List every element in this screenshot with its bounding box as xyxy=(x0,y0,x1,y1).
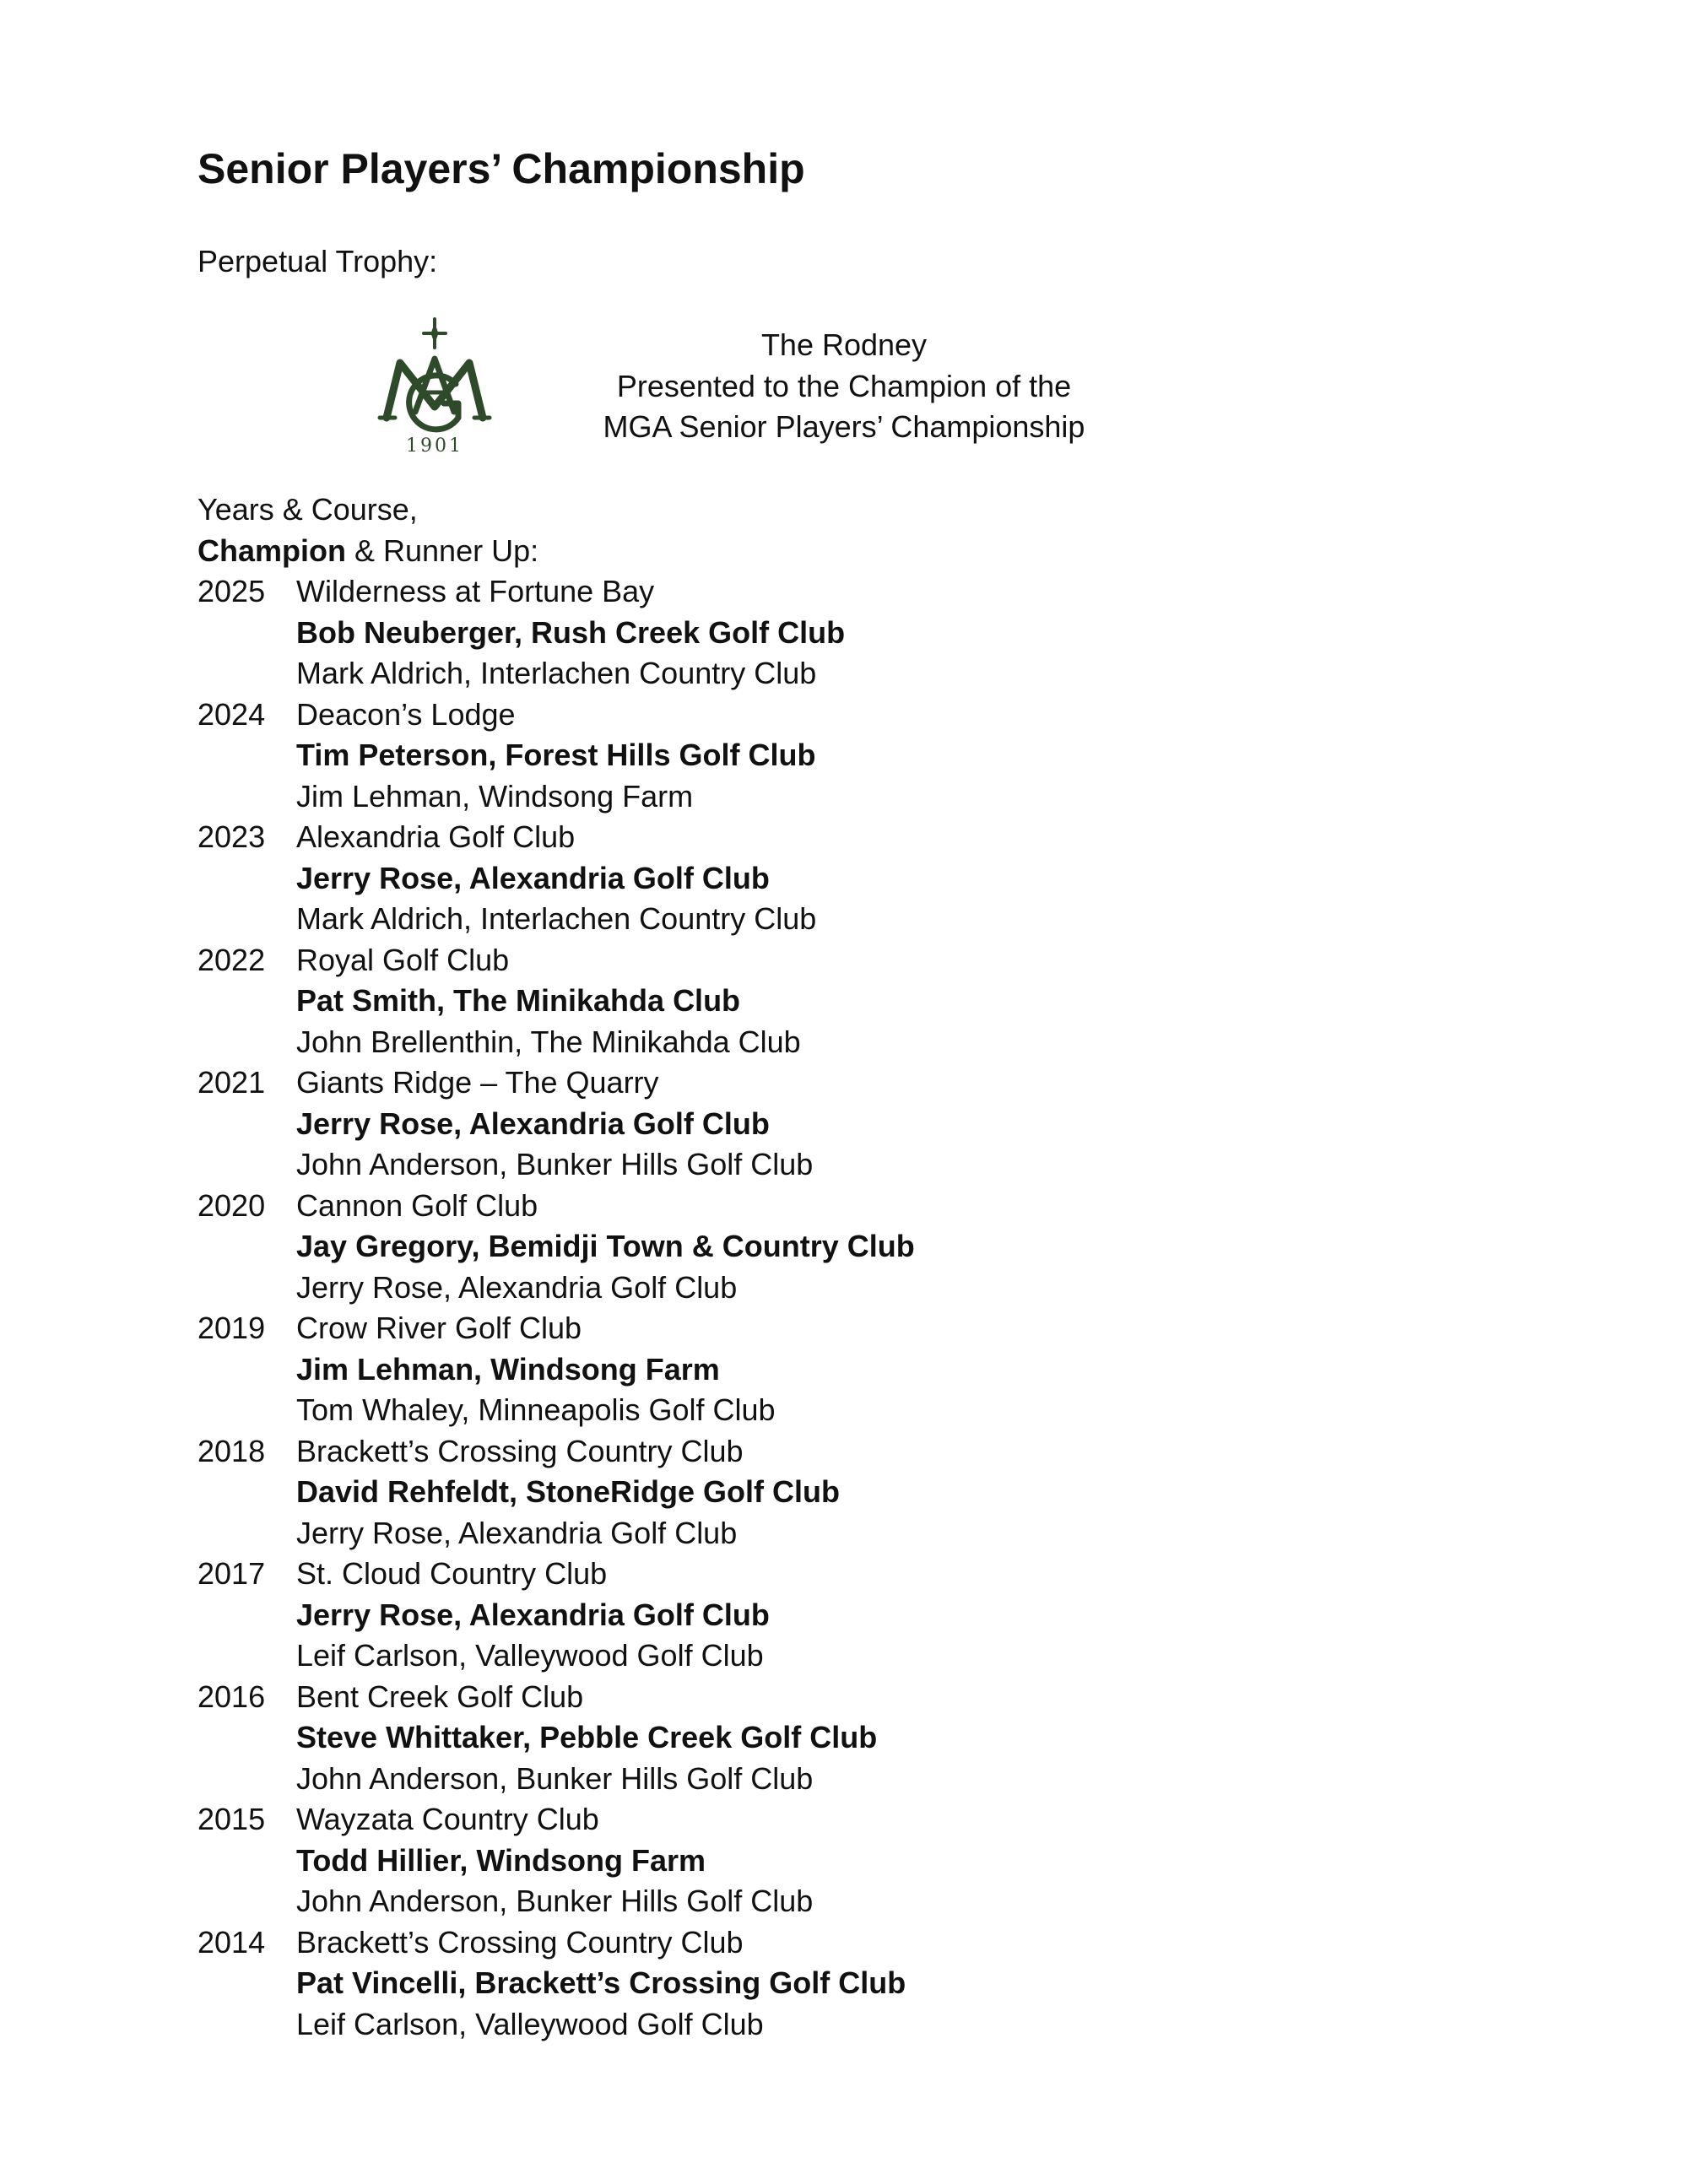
result-entry xyxy=(197,817,915,940)
mga-logo-icon xyxy=(371,312,498,460)
result-entry xyxy=(197,1922,915,2046)
entry-runner-up: John Anderson, Bunker Hills Golf Club xyxy=(296,1760,814,1796)
entry-champion: David Rehfeldt, StoneRidge Golf Club xyxy=(296,1474,841,1509)
result-entry xyxy=(197,1062,915,1186)
entry-course: Brackett’s Crossing Country Club xyxy=(296,1433,744,1468)
svg-text:1901: 1901 xyxy=(406,435,463,457)
trophy-name: The Rodney xyxy=(760,327,928,362)
entry-course: Royal Golf Club xyxy=(296,942,510,977)
entry-runner-up: John Anderson, Bunker Hills Golf Club xyxy=(296,1884,814,1918)
entry-year: 2018 xyxy=(197,1433,266,1468)
entry-year: 2021 xyxy=(197,1065,266,1100)
entry-champion: Jerry Rose, Alexandria Golf Club xyxy=(296,1106,770,1141)
runner-up-label: & Runner Up: xyxy=(346,532,539,568)
result-entry xyxy=(197,1308,915,1431)
champion-label: Champion xyxy=(197,532,346,568)
page-title: Senior Players’ Championship xyxy=(197,145,805,192)
trophy-description-line: Presented to the Champion of the xyxy=(616,368,1072,403)
result-entry xyxy=(197,940,915,1063)
entry-year: 2023 xyxy=(197,819,266,854)
entry-runner-up: Jim Lehman, Windsong Farm xyxy=(296,778,694,814)
result-entry xyxy=(197,1554,915,1677)
trophy-label: Perpetual Trophy: xyxy=(197,244,438,278)
entry-champion: Steve Whittaker, Pebble Creek Golf Club xyxy=(296,1720,878,1754)
result-entry xyxy=(197,1799,915,1922)
entry-runner-up: Jerry Rose, Alexandria Golf Club xyxy=(296,1269,738,1305)
entry-course: Wilderness at Fortune Bay xyxy=(296,574,655,608)
entry-course: Giants Ridge – The Quarry xyxy=(296,1065,659,1100)
results-list xyxy=(197,571,915,2045)
results-header-line1: Years & Course, xyxy=(197,492,418,527)
entry-year: 2015 xyxy=(197,1802,266,1836)
entry-year: 2025 xyxy=(197,574,266,608)
result-entry xyxy=(197,1186,915,1309)
entry-runner-up: Leif Carlson, Valleywood Golf Club xyxy=(296,1638,764,1673)
entry-course: Wayzata Country Club xyxy=(296,1802,599,1836)
entry-runner-up: Mark Aldrich, Interlachen Country Club xyxy=(296,901,817,936)
entry-runner-up: John Anderson, Bunker Hills Golf Club xyxy=(296,1147,814,1181)
entry-runner-up: Mark Aldrich, Interlachen Country Club xyxy=(296,656,817,690)
entry-champion: Pat Smith, The Minikahda Club xyxy=(296,983,741,1018)
results-header xyxy=(197,489,538,571)
entry-champion: Jerry Rose, Alexandria Golf Club xyxy=(296,860,770,895)
entry-runner-up: John Brellenthin, The Minikahda Club xyxy=(296,1024,801,1059)
entry-course: Alexandria Golf Club xyxy=(296,819,576,854)
entry-champion: Pat Vincelli, Brackett’s Crossing Golf Club xyxy=(296,1965,906,2000)
entry-year: 2014 xyxy=(197,1924,266,1960)
entry-champion: Tim Peterson, Forest Hills Golf Club xyxy=(296,738,816,772)
entry-runner-up: Leif Carlson, Valleywood Golf Club xyxy=(296,2006,764,2041)
trophy-description xyxy=(540,325,1148,448)
entry-year: 2022 xyxy=(197,942,266,977)
entry-course: Deacon’s Lodge xyxy=(296,696,516,732)
entry-year: 2017 xyxy=(197,1556,266,1591)
result-entry xyxy=(197,1677,915,1800)
entry-year: 2019 xyxy=(197,1311,266,1345)
entry-course: Cannon Golf Club xyxy=(296,1187,538,1223)
entry-runner-up: Tom Whaley, Minneapolis Golf Club xyxy=(296,1392,776,1427)
result-entry xyxy=(197,1431,915,1554)
entry-course: Bent Creek Golf Club xyxy=(296,1679,584,1714)
entry-champion: Bob Neuberger, Rush Creek Golf Club xyxy=(296,614,846,650)
entry-course: Brackett’s Crossing Country Club xyxy=(296,1924,744,1960)
entry-year: 2016 xyxy=(197,1679,266,1714)
trophy-description-line: MGA Senior Players’ Championship xyxy=(603,409,1085,444)
entry-champion: Jerry Rose, Alexandria Golf Club xyxy=(296,1597,770,1632)
mga-monogram-logo xyxy=(371,312,498,460)
result-entry xyxy=(197,695,915,818)
entry-course: Crow River Golf Club xyxy=(296,1311,582,1345)
entry-runner-up: Jerry Rose, Alexandria Golf Club xyxy=(296,1515,738,1550)
entry-course: St. Cloud Country Club xyxy=(296,1556,608,1591)
entry-champion: Jim Lehman, Windsong Farm xyxy=(296,1351,720,1387)
entry-champion: Todd Hillier, Windsong Farm xyxy=(296,1842,706,1878)
entry-champion: Jay Gregory, Bemidji Town & Country Club xyxy=(296,1229,915,1263)
result-entry xyxy=(197,571,915,695)
entry-year: 2020 xyxy=(197,1187,266,1223)
results-header-line2 xyxy=(197,531,538,572)
entry-year: 2024 xyxy=(197,696,266,732)
